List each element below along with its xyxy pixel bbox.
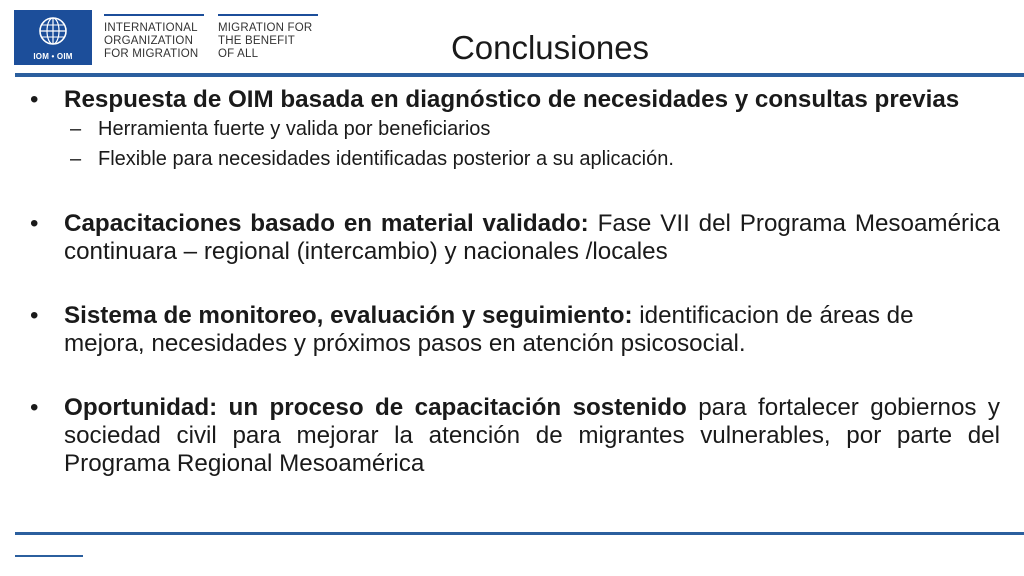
motto-line: MIGRATION FOR [218, 22, 313, 34]
slide-content [28, 86, 1000, 478]
org-name-line: INTERNATIONAL [104, 22, 198, 34]
bullet-item [28, 302, 1000, 358]
bullet-icon: • [30, 302, 39, 329]
dash-icon: – [70, 118, 82, 140]
bullet-text: Fase VII del Programa Mesoamérica continuara – regional (intercambio) y nacionales /locales [64, 210, 1001, 265]
motto-line: THE BENEFIT [218, 35, 295, 47]
org-name-line: ORGANIZATION [104, 35, 194, 47]
bullet-icon: • [30, 210, 39, 237]
bullet-item [28, 394, 1000, 478]
slide-title: Conclusiones [450, 29, 650, 66]
bullet-icon: • [30, 394, 39, 421]
title-divider [15, 73, 1024, 77]
sub-bullet-item [28, 114, 1000, 144]
bullet-bold-text: Sistema de monitoreo, evaluación y seguimiento: [64, 302, 633, 329]
org-name-line: FOR MIGRATION [104, 48, 199, 60]
sub-bullet-item [28, 144, 1000, 174]
bullet-item [28, 86, 1000, 114]
bullet-bold-text: Capacitaciones basado en material validado: [64, 210, 589, 237]
bullet-bold-text: Oportunidad: un proceso de capacitación sostenido [64, 394, 687, 421]
bullet-item [28, 210, 1000, 266]
footer-divider [15, 532, 1024, 535]
sub-bullet-text: Flexible para necesidades identificadas posterior a su aplicación. [98, 148, 674, 170]
footer-accent-line [15, 555, 83, 557]
bullet-icon: • [30, 86, 39, 113]
bullet-bold-text: Respuesta de OIM basada en diagnóstico de necesidades y consultas previas [64, 86, 960, 113]
motto-line: OF ALL [218, 48, 259, 60]
bullet-text: identificacion de áreas de mejora, necesidades y próximos pasos en atención psicosocial. [64, 302, 914, 357]
bullet-text: para fortalecer gobiernos y sociedad civil para mejorar la atención de migrantes vulnerables, por parte del Programa Regional Mesoamérica [64, 394, 1000, 477]
logo-label: IOM • OIM [33, 52, 73, 61]
dash-icon: – [70, 148, 82, 170]
sub-bullet-text: Herramienta fuerte y valida por beneficiarios [98, 118, 491, 140]
